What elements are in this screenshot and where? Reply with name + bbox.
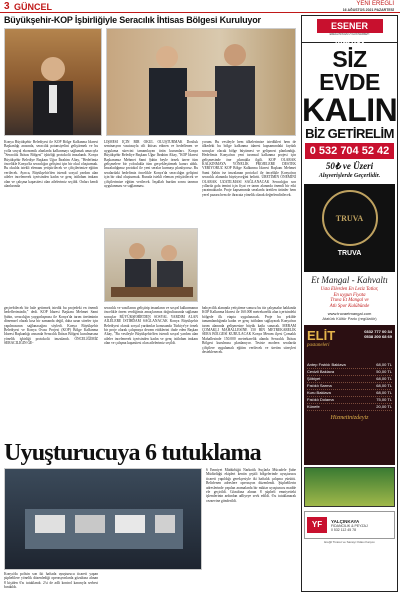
ad-line-2: KALIN (302, 92, 398, 128)
esener-header (302, 19, 397, 43)
story2-col2: 6 Emniyet Müdürlüğü Narkotik Suçlarla Mücadele Şube Müdürlüğü ekipleri kentin çeşitli bölgelerinde uyuşturucu ticareti yapıldığı gerekçesiyle iki haftalık çalışma yürüttü. Belirlenen adreslere operasyon düzenlendi. Şüphelilerin adreslerinde yapılan aramalarda bir miktar uyuşturucu madde ele geçirildi. Gözaltına alınan 8 şüpheli emniyetteki işlemlerinin ardından adliyeye sevk edildi. 6'sı tutuklanarak cezaevine gönderildi. (206, 468, 296, 503)
seized-items-photo (5, 469, 202, 570)
advertisement-column (301, 15, 398, 592)
paper-name: YENİ EREĞLİ (356, 1, 394, 7)
usta-line-3: Truva Et Mangal ve (330, 298, 369, 304)
menu-row: Antep Fıstıklı Baklava 68,00 TL (307, 362, 392, 368)
esener-tagline: EREĞLİ'NİN EN UYGUN MARKETİ (329, 33, 370, 36)
story1-headline: Büyükşehir-KOP İşbirliğiyle Seracılık İhtisas Bölgesi Kuruluyor (4, 15, 261, 25)
baklava-photo (304, 467, 395, 507)
truva-ad (304, 184, 395, 272)
ad-phone: 0 532 704 52 42 (305, 143, 394, 159)
menu-row: Fıstıklı Sarma 68,00 TL (307, 383, 392, 389)
elit-phone-2: 0538 200 68 69 (364, 334, 392, 340)
ad-line-3: BİZ GETİRELİM (305, 126, 394, 141)
story1b-col2: seracılık ve vasıflarını geliştirip insanların ve sosyal kalkınmanın öncelikle önem verdiğimiz amaçlarımız doğrultusunda sağlanan sonuçlar BÜYÜKŞEHİR'DEN SOSYAL YARDIM ALAN AİLELERE İSTİHDAM SAĞLANACAK Konya Büyükşehir Belediyesi olarak sosyal yardımlar konusunda Türkiye'ye örnek bir proje olarak çalışmaya devam ettiklerini ifade eden Başkan Altay, "Bu vesileyle Büyükşehir'den istendi sosyal yardım alan aileler incelenerek içerisinden kadın ve genç istihdam imkanı olan ve çalışma kapasitesi olan ailelerimiz seçildi. (104, 306, 198, 346)
story2-photo (4, 468, 202, 570)
elit-menu (307, 362, 392, 411)
page-header (0, 0, 400, 13)
yf-phone: 0 532 112 45 78 (331, 527, 357, 532)
ad-footer: Ereğli Ticaret ve Sanayi Odası Karşısı (324, 540, 375, 545)
truva-address: Atatürk Kültür Parkı (regülatör) (322, 316, 377, 322)
elit-phone-1: 0332 777 00 34 (364, 329, 392, 335)
usta-line-4: Atlı Spor Kulübünde (329, 303, 370, 309)
ad-promo-2: Alışverişlerde Geçerlidir. (318, 173, 381, 179)
yalcinkaya-ad (304, 511, 395, 539)
issue-date: 16 AĞUSTOS 2021 PAZARTESİ (342, 8, 394, 12)
truva-emblem: TRUVA (322, 190, 378, 246)
esener-logo: ESENER Market (317, 19, 383, 33)
handshake-photo (107, 29, 296, 136)
ad-line-1: SİZ EVDE (319, 46, 380, 95)
menu-row: Fıstıklı Dolama 75,00 TL (307, 397, 392, 403)
story1b-col1: geçirebilecek bir hale getirmek istedik bu projedeki en önemli hedeflerimizdir," dedi. KOP İdaresi Başkanı Mehmet Sami Şahin, seracılığın yaygınlaşması ile Konya'da tarım üretiminin dönemsel olarak kısa bir zamanda değil, daha uzun süreler için yapılmasının sağlanacağını söyledi. Konya Büyükşehir Belediyesi ve Konya Ovası Projesi (KOP) Bölge Kalkınma İdaresi Başkanlığı arasında Seracılık İhtisas Bölgesi kurulmasına yönelik işbirliği protokolü imzalandı. ÖNCELİĞİMİZ SERACILIĞIN GE- (4, 306, 98, 346)
elit-footer: Hizmetinizdeyiz (330, 415, 369, 422)
elit-logo: ELİT (307, 328, 336, 344)
signing-photo (105, 229, 198, 302)
story1-photo-right (106, 28, 296, 136)
elit-sub: pastaneleri (307, 343, 330, 349)
menu-row: Şöbiyet 68,00 TL (307, 376, 392, 382)
elit-ad (304, 325, 395, 465)
story1-col2: LİŞMESİ İÇİN BİR OKUL OLUŞTURMAK Dostluk seminasyon vasıtasıyla cilt ihtisas edinen ve hedeflenen ve uygulama sürecini tamamlayan ürün kurumları. Konya Büyükşehir Belediye Başkanı Uğur İbrahim Altay, "KOP İdaresi Başkanımız Mehmet Sami Şahin beyle örnek üzere tüm gelişmelere bir yolculukla tüm gerçekleştirmek kararı aldık. İmzaladığımız protokol ile yeni seralar kurmayı planlıyoruz. Bu seralardaki hedefimiz öncelikle Konya'da seracılığın gelişimi için bir okul oluşturmak. Burada istekli eleman yetiştirilecek ve çiftçilerimize eğitim verilecek. İnşallah burdan sonra tarımın uygulanması ve sağlanması. (104, 140, 198, 189)
yf-sub: FİDANCILIK & PEYZAJ (331, 523, 368, 528)
emangal-title: Et Mangal - Kahvaltı (311, 275, 388, 285)
yf-name: YALÇINKAYA (331, 518, 360, 524)
menu-row: Cevizli Baklava 50,00 TL (307, 369, 392, 375)
story1b-col3: bahçecilik alanında yetiştirme sonucu bu tür çalışmalar hakkında KOP Kalkınma İdaresi ile 160.000 metrekarelik alan içerisindeki bölgede ilk etapta uygulanacak. Proje bu şekilde tamamlandığında kadın ve genç istihdam sağlayarak Konya'nın tarım alanında gelişmesine büyük katkı sunacak. MERAM ÇOMAKLI MAHALLESİNE 150 BİN METREKARELİK SERA BÖLGESİ KURULACAK Konya Meram ilçesi Çomaklı Mahallesinde 150.000 metrekarelik alanda Seracılık İhtisas Bölgesi kurulması planlanıyor. Tesiste modern seralarda çiftçilere uygulamalı eğitim verilecek ve üretim süreçleri desteklenecek. (202, 306, 296, 355)
ad-promo-1: 50₺ ve Üzeri (325, 161, 374, 171)
officials-photo (5, 29, 102, 136)
usta-line-2: En uygun Fiyata (333, 292, 366, 298)
story1-col1: Konya Büyükşehir Belediyesi ile KOP Bölge Kalkınma İdaresi Başkanlığı arasında, seracılık potansiyelini geliştirmek ve bu yolla sosyal ekonomik alanlarda kalkınmayı sağlamak amacıyla "Seracılık İhtisas Bölgesi" işbirliği protokolü imzalandı. Konya Büyükşehir Belediye Başkanı Uğur İbrahim Altay, "Hedefimiz öncelikle Konya'da seracılığın gelişimi için bir okul oluşturmak. Bu okulda istekli elemanı yetiştirilecek ve çiftçilerimize eğitim verilecek. Ayrıca, Büyükşehir'den istendi sosyal yardım alan aileler incelenerek içerisinden kadın ve genç istihdam imkanı olan ve çalışma kapasitesi olan ailelerimiz seçildi. Onları kendi alanlarında (4, 140, 98, 189)
yf-logo: YF (307, 517, 327, 533)
usta-line-1: Usta Ellerden En Leziz Tatlar, (320, 287, 379, 292)
story2-col1: Konya'da polisin son iki haftada uyuşturucu ticareti yapan şüphelilere yönelik düzenlediği operasyonlarda gözaltına alınan 8 kişiden 6'sı tutuklandı. 2'si de adli kontrol kararıyla serbest bırakıldı. (4, 572, 98, 590)
menu-row: Künefe 20,00 TL (307, 404, 392, 410)
menu-row: Kuru Baklava 68,00 TL (307, 390, 392, 396)
story1-photo-left (4, 28, 102, 136)
story1-col3-main: yorum. Bu vesileyle hem ülkelerimize istedikleri hem de ülkedeki bu bölge kalkınma idaresi kapsamındaki faydalı sonuçlar olacak bölge büyümesi ve gelişmesi planlandığı. Hedefimiz Konya'nın yeni tarımsal kalkınma projesi için gelişmesinde öne çıkmakla ilgili. KOP OLARAK KALKINMAYA YÖNELİK PROJELERE DESTEK VERİYORUZ KOP Bölge Kalkınma İdaresi Başkanı Mehmet Sami Şahin ise imzalanan protokol ile öncelikle Konya'nın seracılık alanında büyüyeceğini belirtti. ÜRETİMİN ÖNEMİNİ OLARAK UZATILMASI SAĞLANACAK Seracılığın son yıllarda gıda temini için fiyat ve tarım alanında önemli bir etki yaratmaktadır. Proje kapsamında seralarda üretilen ürünler hem yerel pazara hem de ihracata yönelik olarak değerlendirilecek. (202, 140, 296, 197)
story2-headline: Uyuşturucuya 6 tutuklama (4, 440, 261, 466)
truva-name: TRUVA (337, 250, 362, 257)
story1-photo-mid (104, 228, 198, 302)
story2-col1b (104, 572, 198, 594)
section-title: GÜNCEL (14, 2, 52, 12)
elit-phones (364, 329, 392, 339)
truva-website: www.truvaetmangal.com (327, 311, 372, 317)
page-number: 3 (4, 1, 10, 12)
